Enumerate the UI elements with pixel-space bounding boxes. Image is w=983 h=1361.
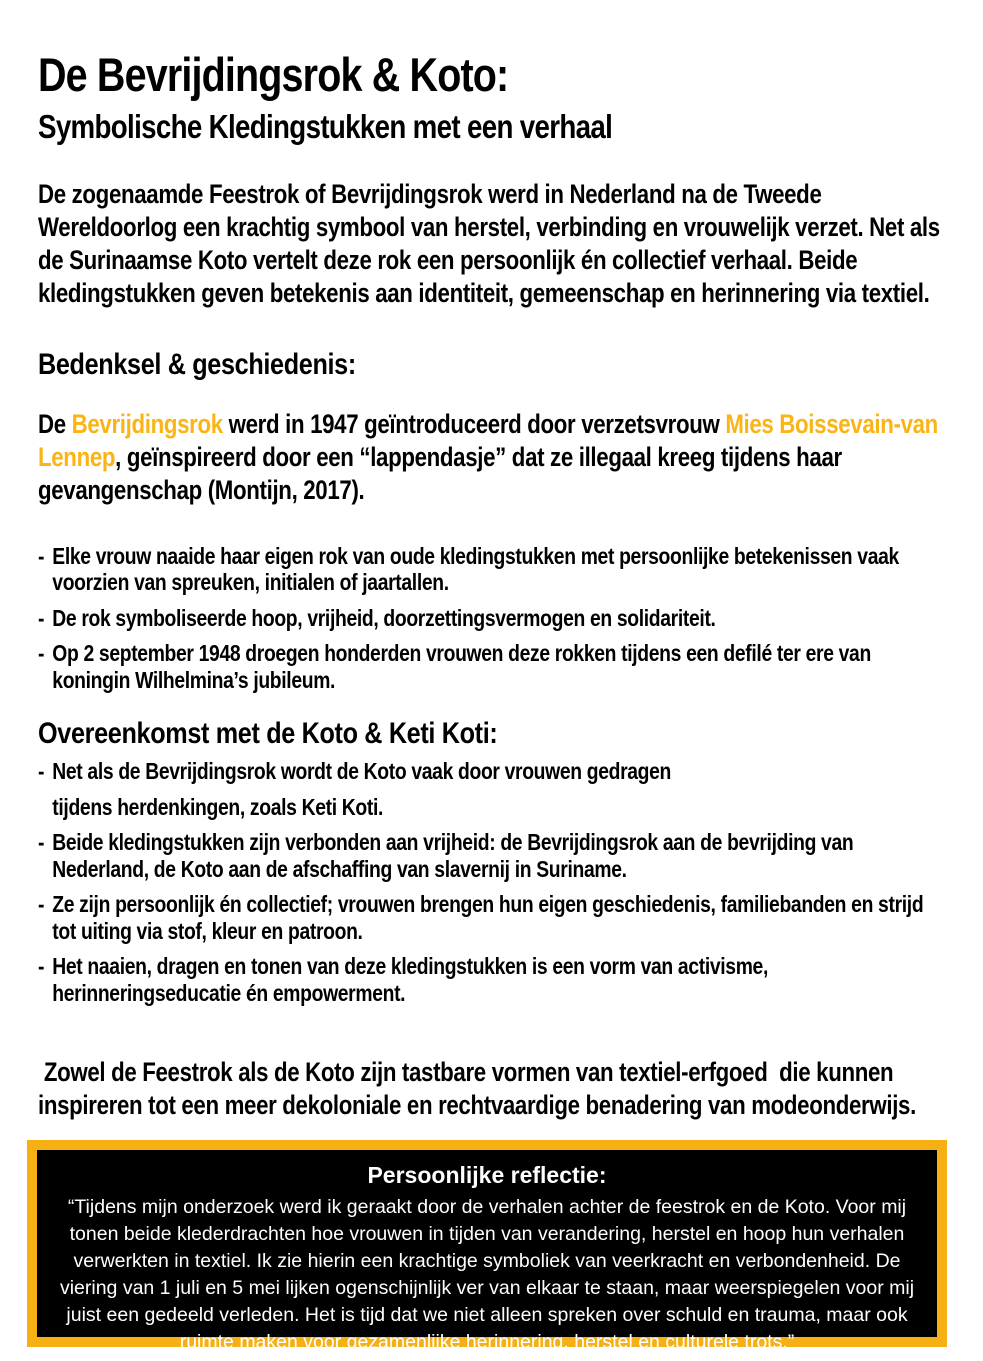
page-subtitle: Symbolische Kledingstukken met een verhaal xyxy=(38,107,613,145)
list-item xyxy=(38,891,945,944)
highlight-bevrijdingsrok: Bevrijdingsrok xyxy=(71,408,223,439)
list-item xyxy=(38,640,945,693)
bullet-dash: - xyxy=(38,758,45,785)
section-heading-koto: Overeenkomst met de Koto & Keti Koti: xyxy=(38,717,498,751)
history-bullet-list xyxy=(38,543,945,694)
list-item-text: Het naaien, dragen en tonen van deze kledingstukken is een vorm van activisme, herinneringseducatie én empowerment. xyxy=(52,953,768,1006)
page-title: De Bevrijdingsrok & Koto: xyxy=(38,48,509,101)
history-paragraph xyxy=(38,408,945,507)
bullet-dash: - xyxy=(38,829,45,856)
list-item-text: Ze zijn persoonlijk én collectief; vrouwen brengen hun eigen geschiedenis, familiebanden en strijd tot uiting via stof, kleur en patroon. xyxy=(52,891,924,944)
koto-bullet1-line1: Net als de Bevrijdingsrok wordt de Koto vaak door vrouwen gedragen xyxy=(52,758,672,785)
bullet-dash: - xyxy=(38,891,45,918)
reflection-quote: “Tijdens mijn onderzoek werd ik geraakt door de verhalen achter de feestrok en de Koto. Voor mij tonen beide klederdrachten hoe vrouwen in tijden van verandering, herstel en hoop hun verhalen verwerkten in textiel. Ik zie hierin een krachtige symboliek van veerkracht en verbondenheid. De viering van 1 juli en 5 mei lijken ogenschijnlijk ver van elkaar te staan, maar weerspiegelen voor mij juist een gedeeld verleden. Het is tijd dat we niet alleen spreken over schuld en trauma, maar ook ruimte maken voor gezamenlijke herinnering, herstel en culturele trots.” xyxy=(59,1196,915,1353)
list-item xyxy=(38,543,945,596)
history-text-part3: , geïnspireerd door een “lappendasje” dat ze illegaal kreeg tijdens haar gevangenschap (Montijn, 2017). xyxy=(38,441,842,505)
highlight-mies-boissevain: Mies Boissevain-van Lennep xyxy=(38,408,938,472)
list-item xyxy=(38,605,945,632)
reflection-box xyxy=(27,1140,947,1353)
content-column xyxy=(38,50,945,1122)
history-text-part2: werd in 1947 geïntroduceerd door verzetsvrouw xyxy=(222,408,726,439)
koto-bullet-list xyxy=(38,758,945,1006)
intro-paragraph: De zogenaamde Feestrok of Bevrijdingsrok werd in Nederland na de Tweede Wereldoorlog een krachtig symbool van herstel, verbinding en vrouwelijk verzet. Net als de Surinaamse Koto vertelt deze rok een persoonlijk én collectief verhaal. Beide kledingstukken geven betekenis aan identiteit, gemeenschap en herinnering via textiel. xyxy=(38,178,940,308)
bullet-dash: - xyxy=(38,640,45,667)
koto-bullet1-line2: tijdens herdenkingen, zoals Keti Koti. xyxy=(52,793,384,820)
list-item xyxy=(38,829,945,882)
bullet-dash: - xyxy=(38,542,45,569)
list-item-text: De rok symboliseerde hoop, vrijheid, doorzettingsvermogen en solidariteit. xyxy=(52,604,716,631)
section-heading-history: Bedenksel & geschiedenis: xyxy=(38,347,356,381)
bullet-dash: - xyxy=(38,604,45,631)
reflection-heading: Persoonlijke reflectie: xyxy=(367,1162,607,1188)
list-item-text xyxy=(52,758,671,820)
closing-paragraph: Zowel de Feestrok als de Koto zijn tastbare vormen van textiel-erfgoed die kunnen inspireren tot een meer dekoloniale en rechtvaardige benadering van modeonderwijs. xyxy=(38,1057,916,1121)
list-item-text: Beide kledingstukken zijn verbonden aan vrijheid: de Bevrijdingsrok aan de bevrijding van Nederland, de Koto aan de afschaffing van slavernij in Suriname. xyxy=(52,829,854,882)
bullet-dash: - xyxy=(38,953,45,980)
list-item-text: Op 2 september 1948 droegen honderden vrouwen deze rokken tijdens een defilé ter ere van koningin Wilhelmina’s jubileum. xyxy=(52,640,871,693)
list-item xyxy=(38,953,945,1006)
history-text-part1: De xyxy=(38,408,72,439)
list-item-text: Elke vrouw naaide haar eigen rok van oude kledingstukken met persoonlijke betekenissen vaak voorzien van spreuken, initialen of jaartallen. xyxy=(52,542,899,596)
list-item xyxy=(38,758,945,820)
